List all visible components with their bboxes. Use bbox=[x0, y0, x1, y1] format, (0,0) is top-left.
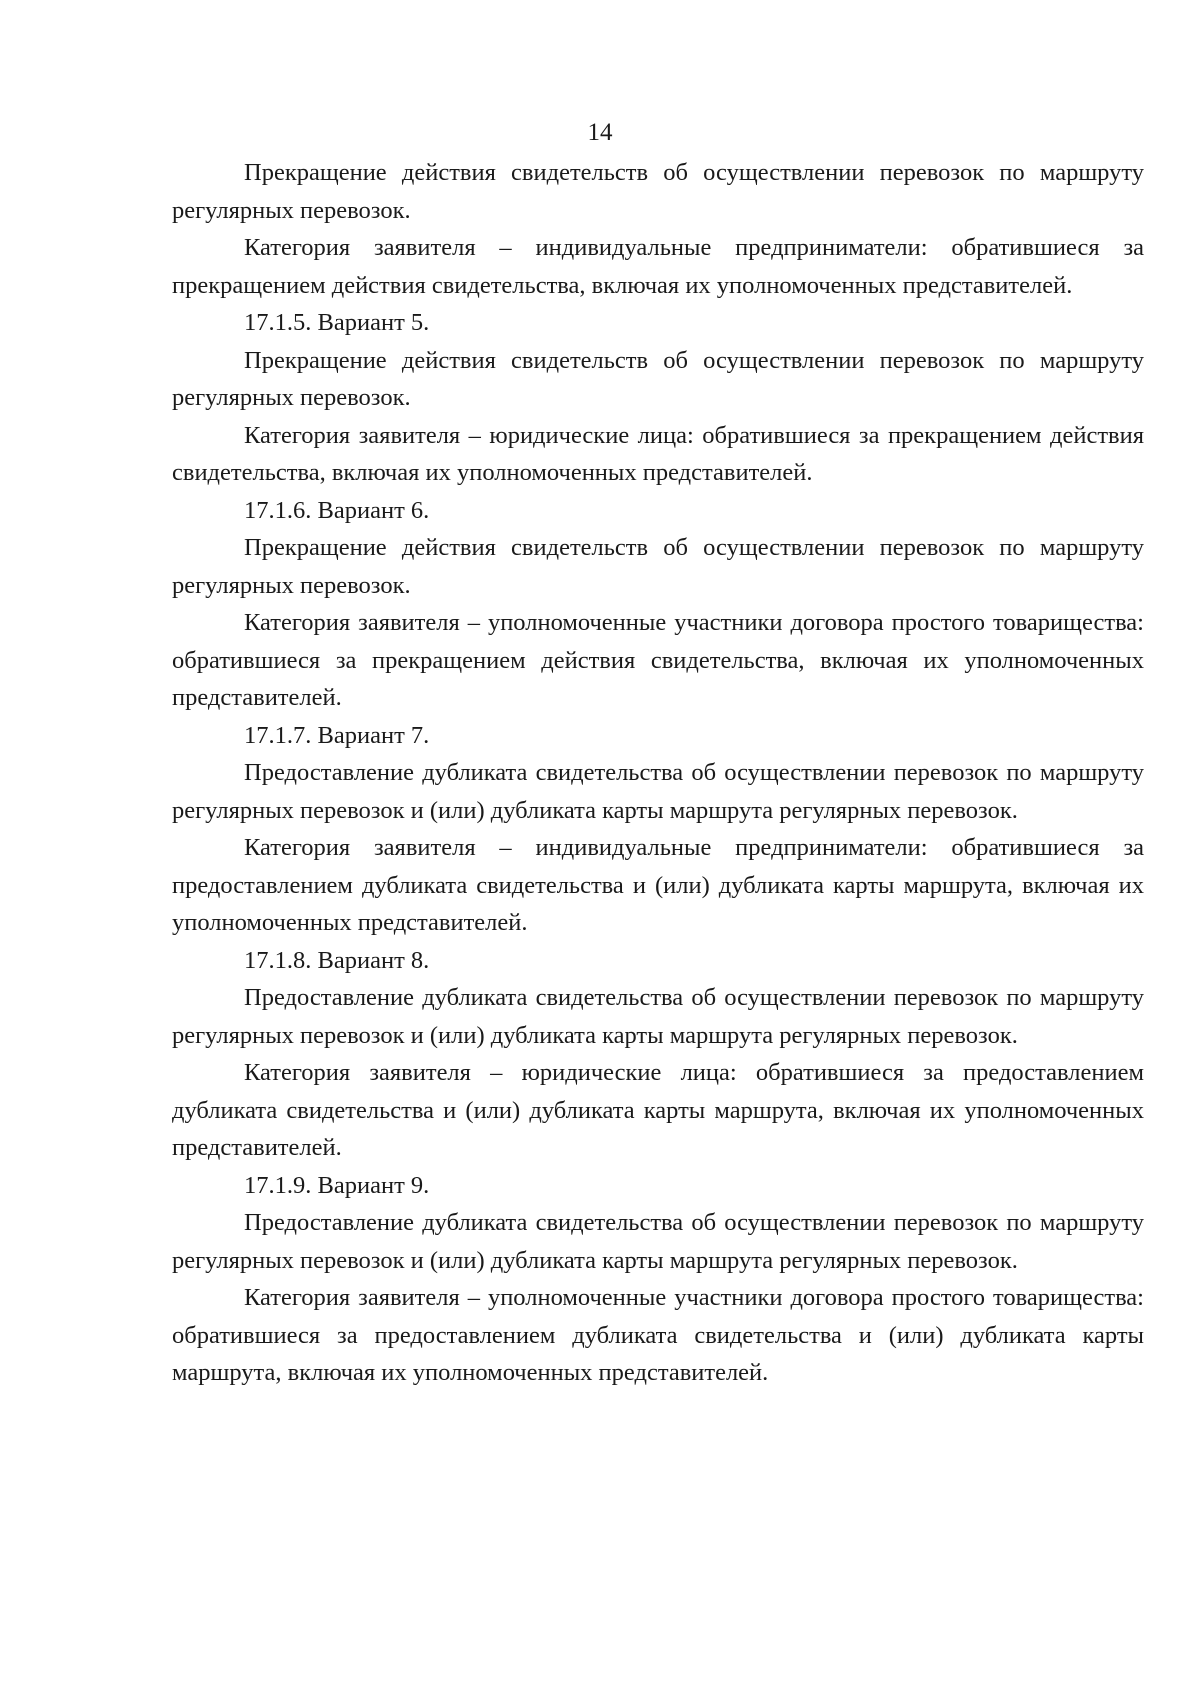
service-description: Предоставление дубликата свидетельства об осуществлении перевозок по маршруту регулярных перевозок и (или) дубликата карты маршрута регулярных перевозок. bbox=[172, 759, 1144, 824]
applicant-category: Категория заявителя – индивидуальные предприниматели: обратившиеся за предоставлением дубликата свидетельства и (или) дубликата карты маршрута, включая их уполномоченных представителей. bbox=[172, 834, 1144, 936]
applicant-category: Категория заявителя – уполномоченные участники договора простого товарищества: обратившиеся за предоставлением дубликата свидетельства и (или) дубликата карты маршрута, включая их уполномоченных представителей. bbox=[172, 1284, 1144, 1386]
service-description: Предоставление дубликата свидетельства об осуществлении перевозок по маршруту регулярных перевозок и (или) дубликата карты маршрута регулярных перевозок. bbox=[172, 1209, 1144, 1274]
applicant-category: Категория заявителя – юридические лица: обратившиеся за предоставлением дубликата свидетельства и (или) дубликата карты маршрута, включая их уполномоченных представителей. bbox=[172, 1059, 1144, 1161]
service-description: Предоставление дубликата свидетельства об осуществлении перевозок по маршруту регулярных перевозок и (или) дубликата карты маршрута регулярных перевозок. bbox=[172, 984, 1144, 1049]
variant-heading: 17.1.6. Вариант 6. bbox=[244, 496, 430, 524]
service-description: Прекращение действия свидетельств об осуществлении перевозок по маршруту регулярных перевозок. bbox=[172, 346, 1144, 411]
applicant-category: Категория заявителя – юридические лица: обратившиеся за прекращением действия свидетельства, включая их уполномоченных представителей. bbox=[172, 421, 1144, 486]
variant-heading: 17.1.9. Вариант 9. bbox=[244, 1171, 430, 1199]
applicant-category: Категория заявителя – уполномоченные участники договора простого товарищества: обратившиеся за прекращением действия свидетельства, включая их уполномоченных представителей. bbox=[172, 609, 1144, 711]
service-description: Прекращение действия свидетельств об осуществлении перевозок по маршруту регулярных перевозок. bbox=[172, 159, 1144, 224]
variant-heading: 17.1.5. Вариант 5. bbox=[244, 309, 430, 336]
variant-heading: 17.1.8. Вариант 8. bbox=[244, 946, 430, 974]
page-number: 14 bbox=[587, 119, 613, 146]
applicant-category: Категория заявителя – индивидуальные предприниматели: обратившиеся за прекращением действия свидетельства, включая их уполномоченных представителей. bbox=[172, 234, 1144, 299]
document-body bbox=[172, 154, 1144, 1392]
variant-heading: 17.1.7. Вариант 7. bbox=[244, 721, 430, 749]
service-description: Прекращение действия свидетельств об осуществлении перевозок по маршруту регулярных перевозок. bbox=[172, 534, 1144, 599]
